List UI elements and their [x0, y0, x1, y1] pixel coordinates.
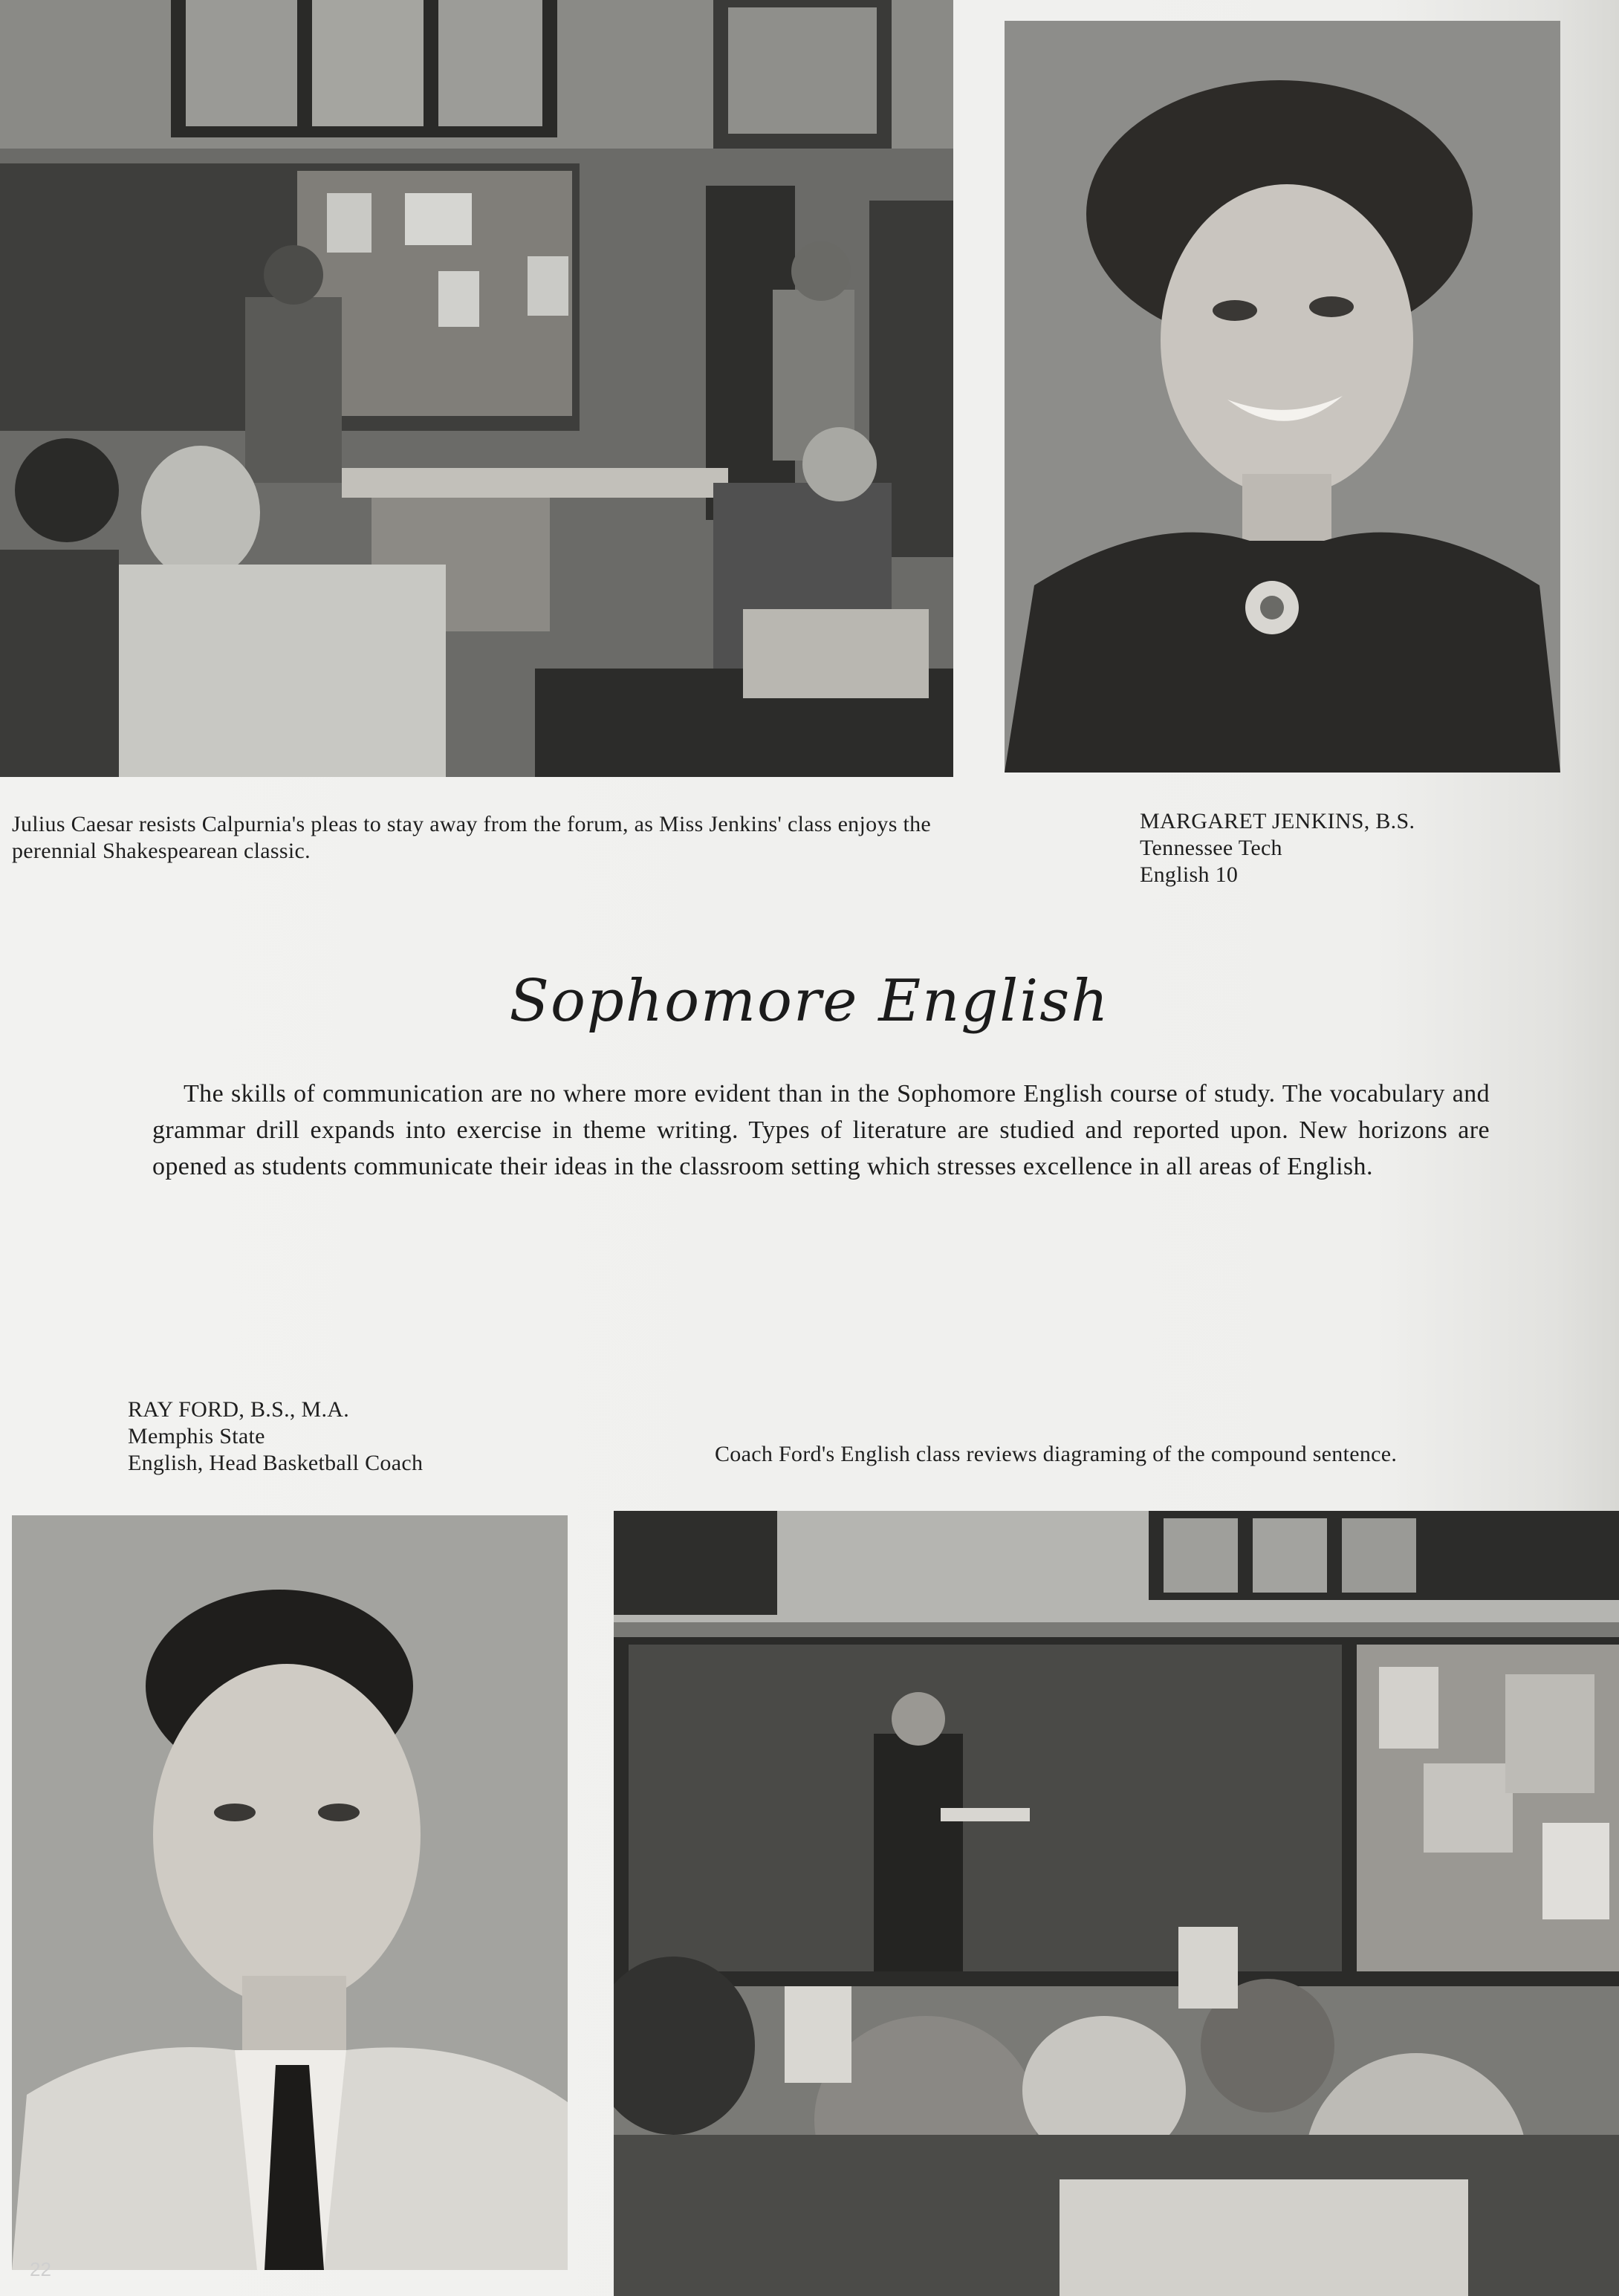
margaret-jenkins-portrait: [1005, 21, 1560, 773]
ford-subject: English, Head Basketball Coach: [128, 1451, 424, 1475]
page-title: Sophomore English: [509, 968, 1110, 1035]
jenkins-name: MARGARET JENKINS, B.S.: [1140, 809, 1415, 833]
jenkins-credentials: [1140, 808, 1556, 888]
diagraming-class-caption: Coach Ford's English class reviews diagraming of the compound sentence.: [715, 1442, 1398, 1466]
jenkins-school: Tennessee Tech: [1140, 836, 1282, 860]
ray-ford-portrait: [12, 1515, 568, 2270]
ford-credentials: [128, 1396, 544, 1477]
classroom-play-photo: [0, 0, 953, 777]
classroom-play-caption: Julius Caesar resists Calpurnia's pleas to stay away from the forum, as Miss Jenkins' class enjoys the perennial Shakespearean classic.: [12, 812, 932, 863]
ford-name: RAY FORD, B.S., M.A.: [128, 1397, 350, 1422]
ford-school: Memphis State: [128, 1424, 265, 1448]
section-description: The skills of communication are no where more evident than in the Sophomore English course of study. The vocabulary and grammar drill expands into exercise in theme writing. Types of literature are studied and reported upon. New horizons are opened as students communicate their ideas in the classroom setting which stresses excellence in all areas of English.: [152, 1080, 1490, 1180]
page-number: 22: [30, 2258, 51, 2280]
diagraming-class-photo: [614, 1511, 1619, 2296]
jenkins-subject: English 10: [1140, 862, 1239, 887]
